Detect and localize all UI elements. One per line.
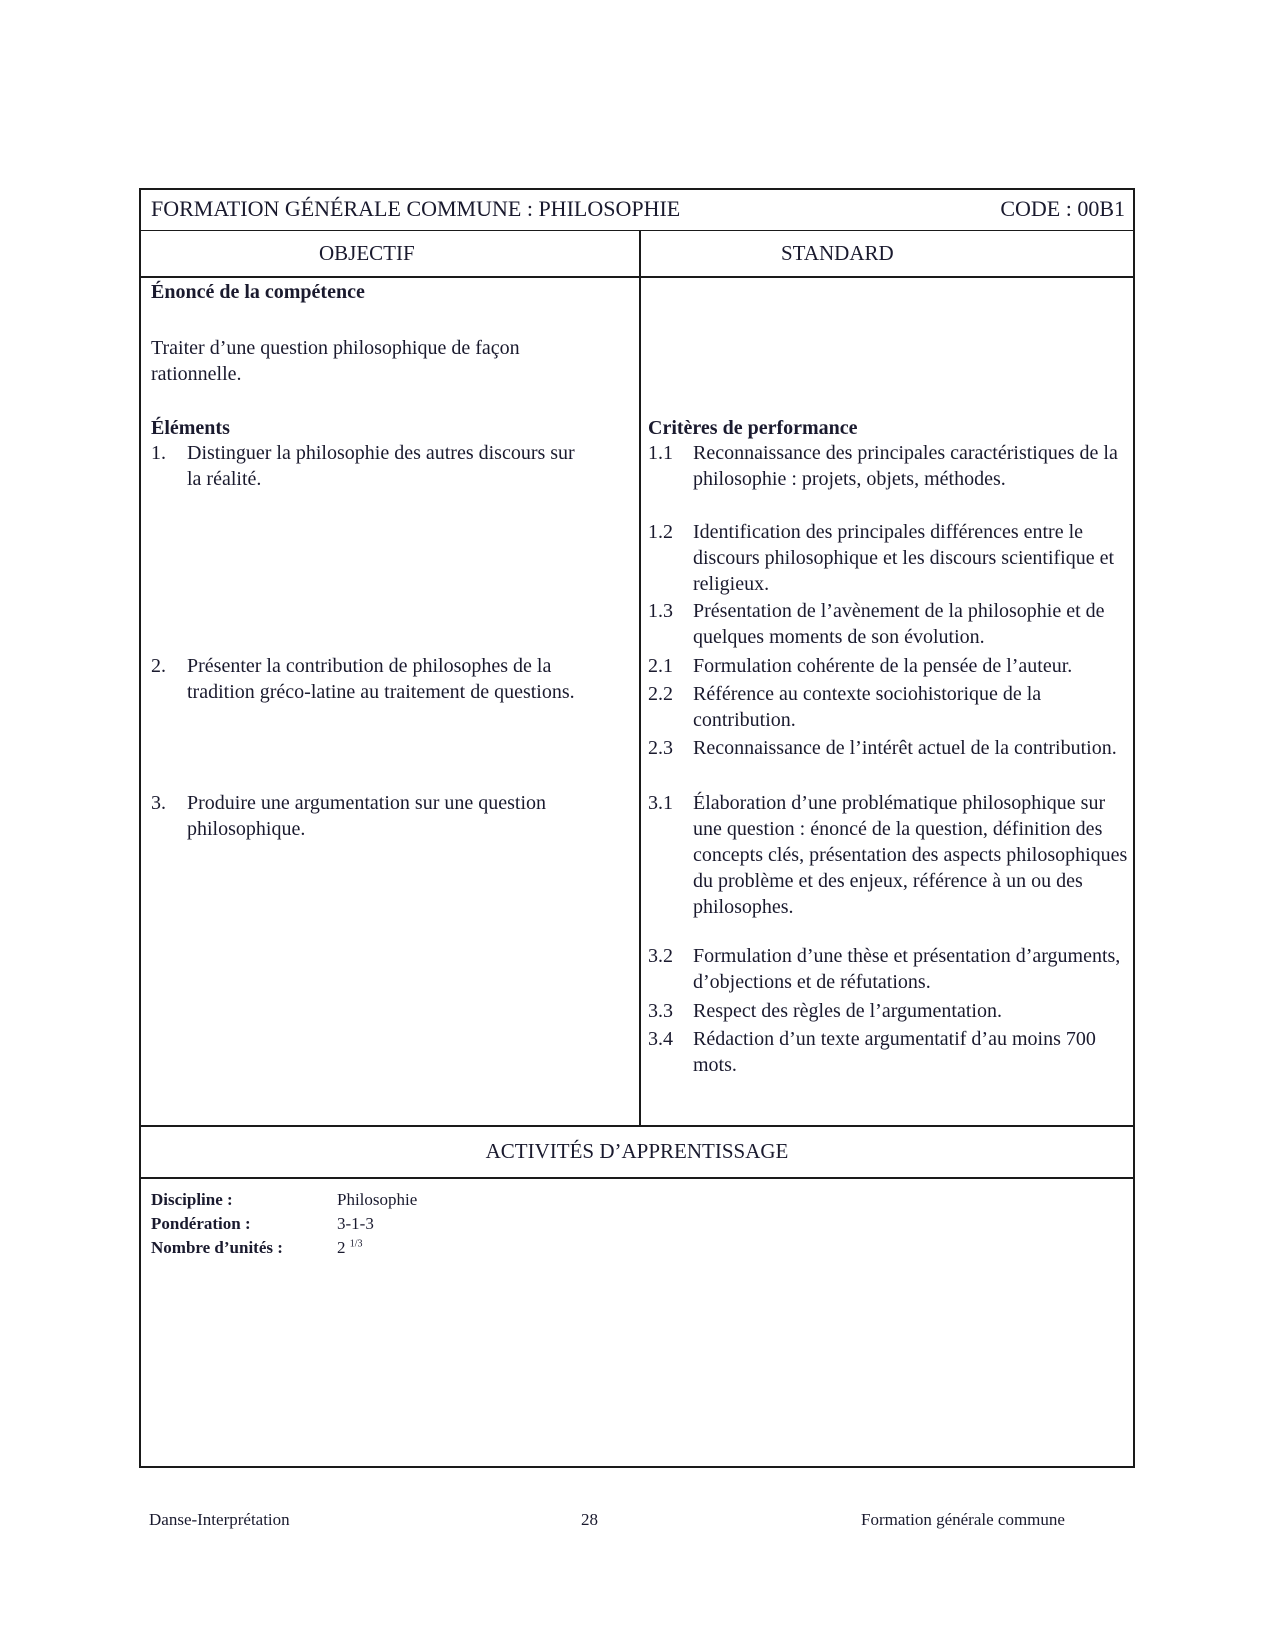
element-item (151, 653, 601, 705)
element-item (151, 790, 601, 842)
discipline-row (151, 1190, 417, 1210)
criterion-item (648, 519, 1128, 597)
units-fraction: 1/3 (349, 1238, 363, 1250)
elements-label: Éléments (151, 417, 230, 439)
column-divider (639, 231, 641, 1127)
element-item (151, 440, 591, 492)
course-code: CODE : 00B1 (1000, 196, 1125, 221)
criterion-item (648, 998, 1128, 1024)
element-number: 3. (151, 792, 166, 814)
units-value: 2 (337, 1238, 346, 1257)
criterion-number: 1.3 (648, 600, 673, 622)
criterion-number: 3.2 (648, 945, 673, 967)
criterion-text: Référence au contexte sociohistorique de la contribution. (693, 683, 1042, 731)
criterion-text: Rédaction d’un texte argumentatif d’au moins 700 mots. (693, 1028, 1096, 1076)
header-row (141, 190, 1133, 231)
criterion-number: 2.3 (648, 737, 673, 759)
criterion-item (648, 598, 1128, 650)
discipline-value: Philosophie (337, 1190, 418, 1209)
objectif-heading: OBJECTIF (319, 241, 415, 265)
element-text: Présenter la contribution de philosophes de la tradition gréco-latine au traitement de questions. (187, 655, 575, 703)
criterion-number: 1.2 (648, 521, 673, 543)
activities-title: ACTIVITÉS D’APPRENTISSAGE (485, 1139, 789, 1163)
footer-left: Danse-Interprétation (149, 1510, 290, 1529)
activities-header-row (141, 1125, 1133, 1179)
ponderation-label: Pondération : (151, 1214, 251, 1233)
column-header-row (141, 231, 1133, 278)
competence-text: Traiter d’une question philosophique de façon rationnelle. (151, 337, 520, 385)
criterion-text: Présentation de l’avènement de la philosophie et de quelques moments de son évolution. (693, 600, 1105, 648)
criterion-text: Reconnaissance de l’intérêt actuel de la contribution. (693, 737, 1117, 759)
criterion-text: Reconnaissance des principales caractéristiques de la philosophie : projets, objets, méthodes. (693, 442, 1118, 490)
units-label: Nombre d’unités : (151, 1238, 283, 1257)
criterion-item (648, 440, 1128, 492)
element-number: 2. (151, 655, 166, 677)
criterion-item (648, 1026, 1128, 1078)
competence-label: Énoncé de la compétence (151, 281, 365, 303)
criterion-item (648, 681, 1128, 733)
element-text: Distinguer la philosophie des autres discours sur la réalité. (187, 442, 575, 490)
element-text: Produire une argumentation sur une question philosophique. (187, 792, 547, 840)
criterion-number: 3.4 (648, 1028, 673, 1050)
criterion-number: 3.1 (648, 792, 673, 814)
criterion-item (648, 943, 1128, 995)
ponderation-value: 3-1-3 (337, 1214, 374, 1233)
criteria-label: Critères de performance (648, 417, 858, 439)
criterion-item (648, 790, 1128, 920)
criterion-item (648, 653, 1138, 679)
criterion-item (648, 735, 1128, 761)
criterion-number: 2.1 (648, 655, 673, 677)
footer-right: Formation générale commune (861, 1510, 1065, 1529)
criterion-text: Formulation d’une thèse et présentation d’arguments, d’objections et de réfutations. (693, 945, 1121, 993)
criterion-number: 3.3 (648, 1000, 673, 1022)
ponderation-row (151, 1214, 374, 1234)
criterion-text: Respect des règles de l’argumentation. (693, 1000, 1002, 1022)
criterion-text: Formulation cohérente de la pensée de l’auteur. (693, 655, 1073, 677)
page-title: FORMATION GÉNÉRALE COMMUNE : PHILOSOPHIE (151, 196, 681, 221)
criterion-text: Identification des principales différences entre le discours philosophique et les discours scientifique et religieux. (693, 521, 1115, 595)
criterion-text: Élaboration d’une problématique philosophique sur une question : énoncé de la question, définition des concepts clés, présentation des aspects philosophiques du problème et des enjeux, référence à un ou des philosophes. (693, 792, 1128, 918)
criterion-number: 1.1 (648, 442, 673, 464)
standard-heading: STANDARD (781, 241, 894, 265)
discipline-label: Discipline : (151, 1190, 233, 1209)
element-number: 1. (151, 442, 166, 464)
units-row (151, 1238, 363, 1258)
criterion-number: 2.2 (648, 683, 673, 705)
competency-sheet (139, 188, 1135, 1468)
page-number: 28 (581, 1510, 598, 1529)
